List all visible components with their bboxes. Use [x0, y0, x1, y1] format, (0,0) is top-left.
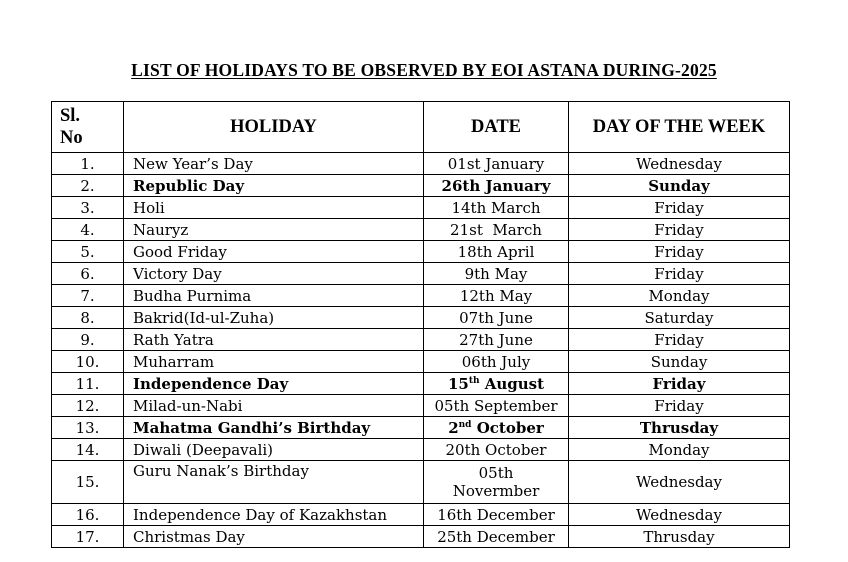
row-day: Wednesday — [569, 461, 790, 504]
row-day: Friday — [569, 241, 790, 263]
row-number: 13. — [52, 417, 124, 439]
row-day: Sunday — [569, 175, 790, 197]
row-date-line2: Novermber — [452, 482, 540, 500]
table-row — [52, 197, 790, 219]
row-holiday: Independence Day — [124, 373, 424, 395]
header-day: DAY OF THE WEEK — [569, 102, 790, 153]
row-date: 25th December — [424, 526, 569, 548]
table-row — [52, 351, 790, 373]
row-date: 16th December — [424, 504, 569, 526]
row-date: 06th July — [424, 351, 569, 373]
row-day: Friday — [569, 329, 790, 351]
row-day: Monday — [569, 439, 790, 461]
row-number: 9. — [52, 329, 124, 351]
row-day: Wednesday — [569, 504, 790, 526]
table-row — [52, 175, 790, 197]
row-holiday: Rath Yatra — [124, 329, 424, 351]
row-number: 17. — [52, 526, 124, 548]
table-row — [52, 241, 790, 263]
row-day: Saturday — [569, 307, 790, 329]
row-day: Sunday — [569, 351, 790, 373]
row-day: Friday — [569, 373, 790, 395]
row-number: 3. — [52, 197, 124, 219]
row-date: 20th October — [424, 439, 569, 461]
row-holiday: Nauryz — [124, 219, 424, 241]
row-date: 18th April — [424, 241, 569, 263]
row-date-number: 15 — [447, 374, 469, 393]
row-number: 2. — [52, 175, 124, 197]
row-number: 11. — [52, 373, 124, 395]
row-number: 6. — [52, 263, 124, 285]
row-number: 15. — [52, 461, 124, 504]
row-date: 27th June — [424, 329, 569, 351]
table-row — [52, 329, 790, 351]
row-number: 10. — [52, 351, 124, 373]
row-date — [424, 461, 569, 504]
row-holiday: Budha Purnima — [124, 285, 424, 307]
row-holiday: Victory Day — [124, 263, 424, 285]
row-date-month: August — [479, 374, 545, 393]
row-date: 01st January — [424, 153, 569, 175]
row-number: 7. — [52, 285, 124, 307]
table-row — [52, 439, 790, 461]
row-holiday: Mahatma Gandhi’s Birthday — [124, 417, 424, 439]
table-row — [52, 417, 790, 439]
row-number: 4. — [52, 219, 124, 241]
holiday-table — [51, 101, 790, 548]
row-holiday: Holi — [124, 197, 424, 219]
row-date-number: 2 — [448, 418, 459, 437]
header-holiday: HOLIDAY — [124, 102, 424, 153]
table-row — [52, 285, 790, 307]
row-date: 14th March — [424, 197, 569, 219]
header-sl-line2: No — [60, 128, 83, 148]
table-row — [52, 461, 790, 504]
row-holiday: Christmas Day — [124, 526, 424, 548]
row-date-suffix: nd — [458, 419, 472, 430]
row-holiday: New Year’s Day — [124, 153, 424, 175]
row-holiday: Diwali (Deepavali) — [124, 439, 424, 461]
row-date-month: October — [471, 418, 544, 437]
row-date-line1: 05th — [478, 464, 514, 482]
row-date: 21st March — [424, 219, 569, 241]
row-day: Thrusday — [569, 526, 790, 548]
row-day: Friday — [569, 395, 790, 417]
row-day: Friday — [569, 263, 790, 285]
table-header-row — [52, 102, 790, 153]
table-row — [52, 395, 790, 417]
row-day: Wednesday — [569, 153, 790, 175]
table-row — [52, 153, 790, 175]
document-title-text: LIST OF HOLIDAYS TO BE OBSERVED BY EOI ASTANA DURING-2025 — [131, 60, 717, 80]
row-date: 9th May — [424, 263, 569, 285]
row-date: 07th June — [424, 307, 569, 329]
table-row — [52, 526, 790, 548]
row-holiday: Good Friday — [124, 241, 424, 263]
table-row — [52, 263, 790, 285]
row-holiday: Muharram — [124, 351, 424, 373]
table-row — [52, 307, 790, 329]
row-date: 12th May — [424, 285, 569, 307]
row-holiday: Bakrid(Id-ul-Zuha) — [124, 307, 424, 329]
row-number: 14. — [52, 439, 124, 461]
row-date: 26th January — [424, 175, 569, 197]
row-day: Friday — [569, 219, 790, 241]
header-date: DATE — [424, 102, 569, 153]
header-sl-no — [52, 102, 124, 153]
row-holiday: Guru Nanak’s Birthday — [124, 461, 424, 504]
table-row — [52, 504, 790, 526]
row-number: 8. — [52, 307, 124, 329]
row-date — [424, 417, 569, 439]
row-date — [424, 373, 569, 395]
row-day: Thrusday — [569, 417, 790, 439]
row-holiday: Milad-un-Nabi — [124, 395, 424, 417]
row-holiday: Independence Day of Kazakhstan — [124, 504, 424, 526]
header-sl-line1: Sl. — [60, 106, 81, 126]
row-date-suffix: th — [468, 375, 480, 386]
row-date: 05th September — [424, 395, 569, 417]
row-holiday: Republic Day — [124, 175, 424, 197]
row-number: 16. — [52, 504, 124, 526]
row-day: Monday — [569, 285, 790, 307]
document-title — [0, 60, 848, 81]
table-row — [52, 219, 790, 241]
table-row — [52, 373, 790, 395]
row-number: 5. — [52, 241, 124, 263]
row-day: Friday — [569, 197, 790, 219]
row-number: 12. — [52, 395, 124, 417]
row-number: 1. — [52, 153, 124, 175]
